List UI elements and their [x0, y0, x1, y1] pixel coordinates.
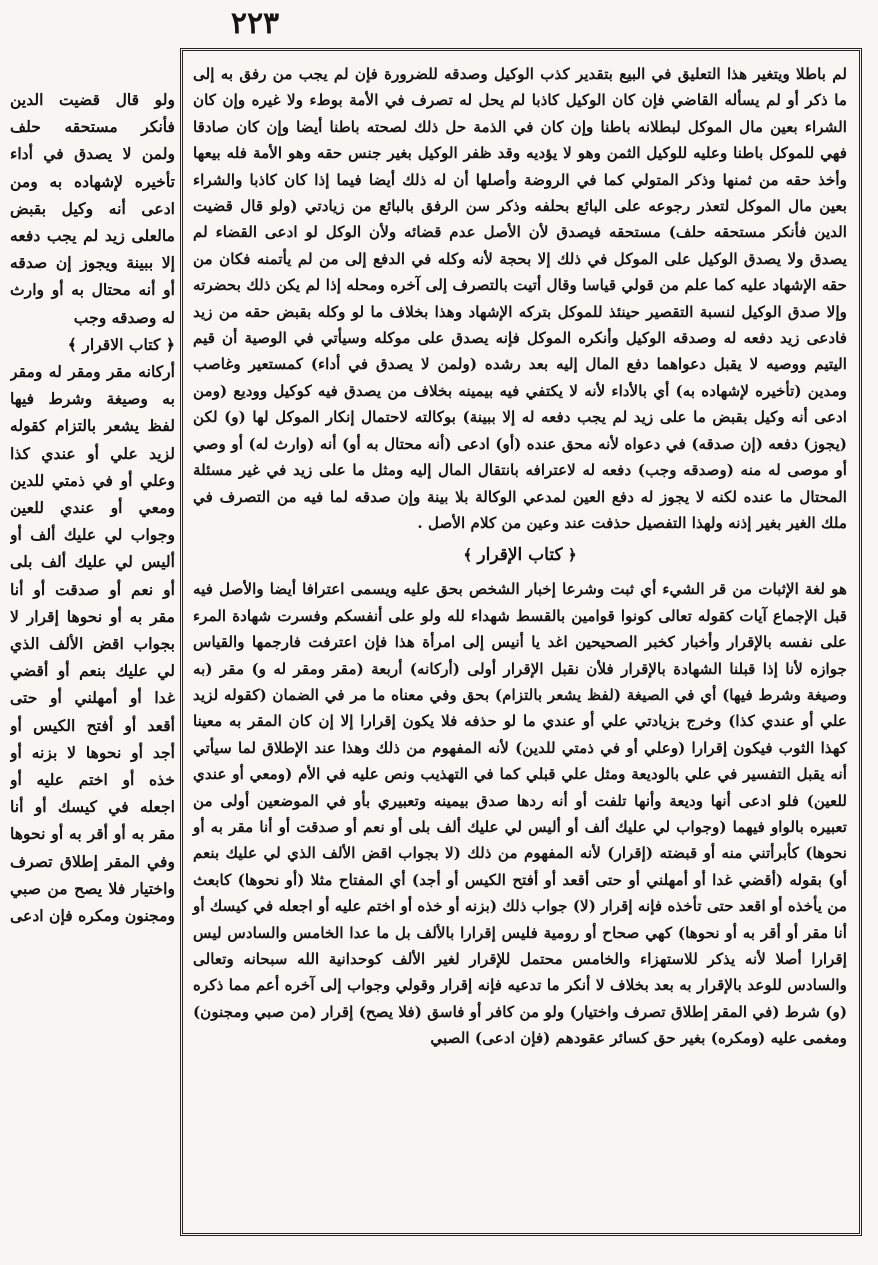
main-paragraph: هو لغة الإثبات من قر الشيء أي ثبت وشرعا إخبار الشخص بحق عليه ويسمى اعترافا أيضا والأصل فيه قبل الإجماع آيات كقوله تعالى كونوا قوامين بالقسط شهداء لله ولو على أنفسكم وفسرت شهادة المرء على نفسه بالإقرار وأخبار كخبر الصحيحين اغد يا أنيس إلى امرأة هذا فإن اعترفت فارجمها والقياس جوازه لأنا إذا قبلنا الشهادة بالإقرار فلأن نقبل الإقرار أولى (أركانه) أربعة (مقر ومقر له و) مقر (به وصيغة وشرط فيها) أي في الصيغة (لفظ يشعر بالتزام) بحق وفي معناه ما مر في الضمان (كقوله لزيد علي أو عندي كذا) وخرج بزيادتي علي أو عندي ما لو حذفه فلا يكون إقرارا إلا إن كان المقر به معينا كهذا الثوب فيكون إقرارا (وعلي أو في ذمتي للدين) لأنه المفهوم من ذلك وهذا عند الإطلاق لما سيأتي أنه يقبل التفسير في علي بالوديعة ومثل علي قبلي كما في التهذيب ونص عليه في الأم (ومعي أو عندي للعين) فلو ادعى أنها وديعة وأنها تلفت أو أنه ردها صدق بيمينه وتعبيري بأو في الموضعين أولى من تعبيره بالواو فيهما (وجواب لي عليك ألف أو أليس لي عليك ألف بلى أو نعم أو صدقت أو أنا مقر به أو نحوها) كأبرأتني منه أو قبضته (إقرار) لأنه المفهوم من ذلك (لا بجواب اقض الألف الذي لي عليك بنعم أو) بقوله (أقضي غدا أو أمهلني أو حتى أقعد أو أفتح الكيس أو أجد) أي المفتاح مثلا (أو نحوها) كابعث من يأخذه أو اقعد حتى تأخذه فإنه إقرار (لا) جواب ذلك (بزنه أو خذه أو اختم عليه أو اجعله في كيسك أو أنا مقر أو أقر به أو نحوها) كهي صحاح أو رومية فليس إقرارا بالألف بل ما عدا الخامس والسادس ليس إقرارا أصلا لأنه يذكر للاستهزاء والخامس محتمل للإقرار لغير الألف كوحدانية الله سبحانه وتعالى والسادس للوعد بالإقرار به بعد بخلاف لا أنكر ما تدعيه فإنه إقرار وقولي وجواب إلى آخره أعم مما ذكره (و) شرط (في المقر إطلاق تصرف واختيار) ولو من كافر أو فاسق (فلا يصح) إقرار (من صبي ومجنون) ومغمى عليه (ومكره) بغير حق كسائر عقودهم (فإن ادعى) الصبي — [193, 580, 847, 1048]
margin-paragraph: أركانه مقر ومقر له ومقر به وصيغة وشرط فيها لفظ يشعر بالتزام كقوله لزيد علي أو عندي كذا وعلي أو في ذمتي للدين ومعي أو عندي للعين وجواب لي عليك ألف أو أليس لي عليك ألف بلى أو نعم أو صدقت أو أنا مقر به أو نحوها إقرار لا بجواب اقض الألف الذي لي عليك بنعم أو أقضي غدا أو أمهلني أو حتى أقعد أو أفتح الكيس أو أجد أو نحوها لا بزنه أو خذه أو اختم عليه أو اجعله في كيسك أو أنا مقر به أو أقر به أو نحوها وفي المقر إطلاق تصرف واختيار فلا يصح من صبي ومجنون ومكره فإن ادعى — [10, 362, 175, 926]
section-title-text: كتاب الإقرار — [477, 545, 563, 566]
main-text-frame — [180, 48, 862, 1236]
margin-paragraph: ولو قال قضيت الدين فأنكر مستحقه حلف ولمن لا يصدق في أداء تأخيره لإشهاده به ومن ادعى أنه وكيل بقبض مالعلى زيد لم يجب دفعه إلا ببينة ويجوز إن صدقه أو أنه محتال به أو وارث له وصدقه وجب — [10, 90, 175, 327]
ornament-left: ﴾ — [463, 546, 478, 565]
margin-section-heading: ﴿ كتاب الاقرار ﴾ — [67, 334, 175, 354]
page-number: ٢٢٣ — [230, 6, 280, 41]
section-title — [193, 540, 847, 570]
margin-commentary — [10, 86, 175, 1176]
main-paragraph: لم باطلا ويتغير هذا التعليق في البيع بتقدير كذب الوكيل وصدقه للضرورة فإن لم يجب من رفق به إلى ما ذكر أو لم يسأله القاضي فإن كان الوكيل كاذبا لم يحل له تصرف في الأمة بوطء ولا غيره وإن كان الشراء بعين مال الموكل لبطلانه باطنا وإن كان في الذمة حل ذلك لصحته باطنا أيضا وإن كان صادقا فهي للموكل باطنا وعليه للوكيل الثمن وهو لا يؤديه وقد ظفر الوكيل بغير جنس حقه وهو الأمة فله بيعها وأخذ حقه من ثمنها وذكر المتولي كما في الروضة وأصلها أن له ذلك أيضا فيما إذا كان كاذبا والشراء بعين مال الموكل لتعذر رجوعه على البائع بحلفه وذكر سن الرفق بالبائع من زيادتي (ولو قال قضيت الدين فأنكر مستحقه حلف) مستحقه فيصدق لأن الأصل عدم قضائه ولأن الوكل لو ادعى القضاء لم يصدق ولا يصدق الوكيل على الموكل في ذلك إلا بحجة لأنه وكله في الدفع إلى من لم يأتمنه فكان من حقه الإشهاد عليه كما علم من قولي قياسا وقال أتيت بالتصرف إلى آخره ومحله إذا لم يكن ذلك بحضرته وإلا صدق الوكيل لنسبة التقصير حينئذ للموكل بتركه الإشهاد وهذا بخلاف ما لو وكله بقبض حقه من زيد فادعى زيد دفعه له وصدقه الوكيل وأنكره الموكل فإنه يصدق على موكله وسيأتي في الوصية أن قيم اليتيم ووصيه لا يقبل دعواهما دفع المال إليه بعد رشده (ولمن لا يصدق في أداء) كمستعير وغاصب ومدين (تأخيره لإشهاده به) أي بالأداء لأنه لا يكتفي فيه بيمينه بخلاف من يصدق فيه كوكيل ووديع (ومن ادعى أنه وكيل بقبض ما على زيد لم يجب دفعه له إلا ببينة) بوكالته لاحتمال إنكار الموكل لها (و) لكن (يجوز) دفعه (إن صدقه) في دعواه لأنه محق عنده (أو) ادعى (أنه محتال به أو) أنه (وارث له) أو وصي أو موصى له منه (وصدقه وجب) دفعه له لاعترافه بانتقال المال إليه ومثل ما على زيد في غير مسئلة المحتال ما عنده لكنه لا يجوز له دفع العين لمدعي الوكالة بلا بينة وإن صدقه لما فيه من التصرف في ملك الغير بغير إذنه ولهذا التفصيل حذفت عند وعين من كلام الأصل . — [193, 65, 847, 532]
ornament-right: ﴿ — [562, 546, 577, 565]
